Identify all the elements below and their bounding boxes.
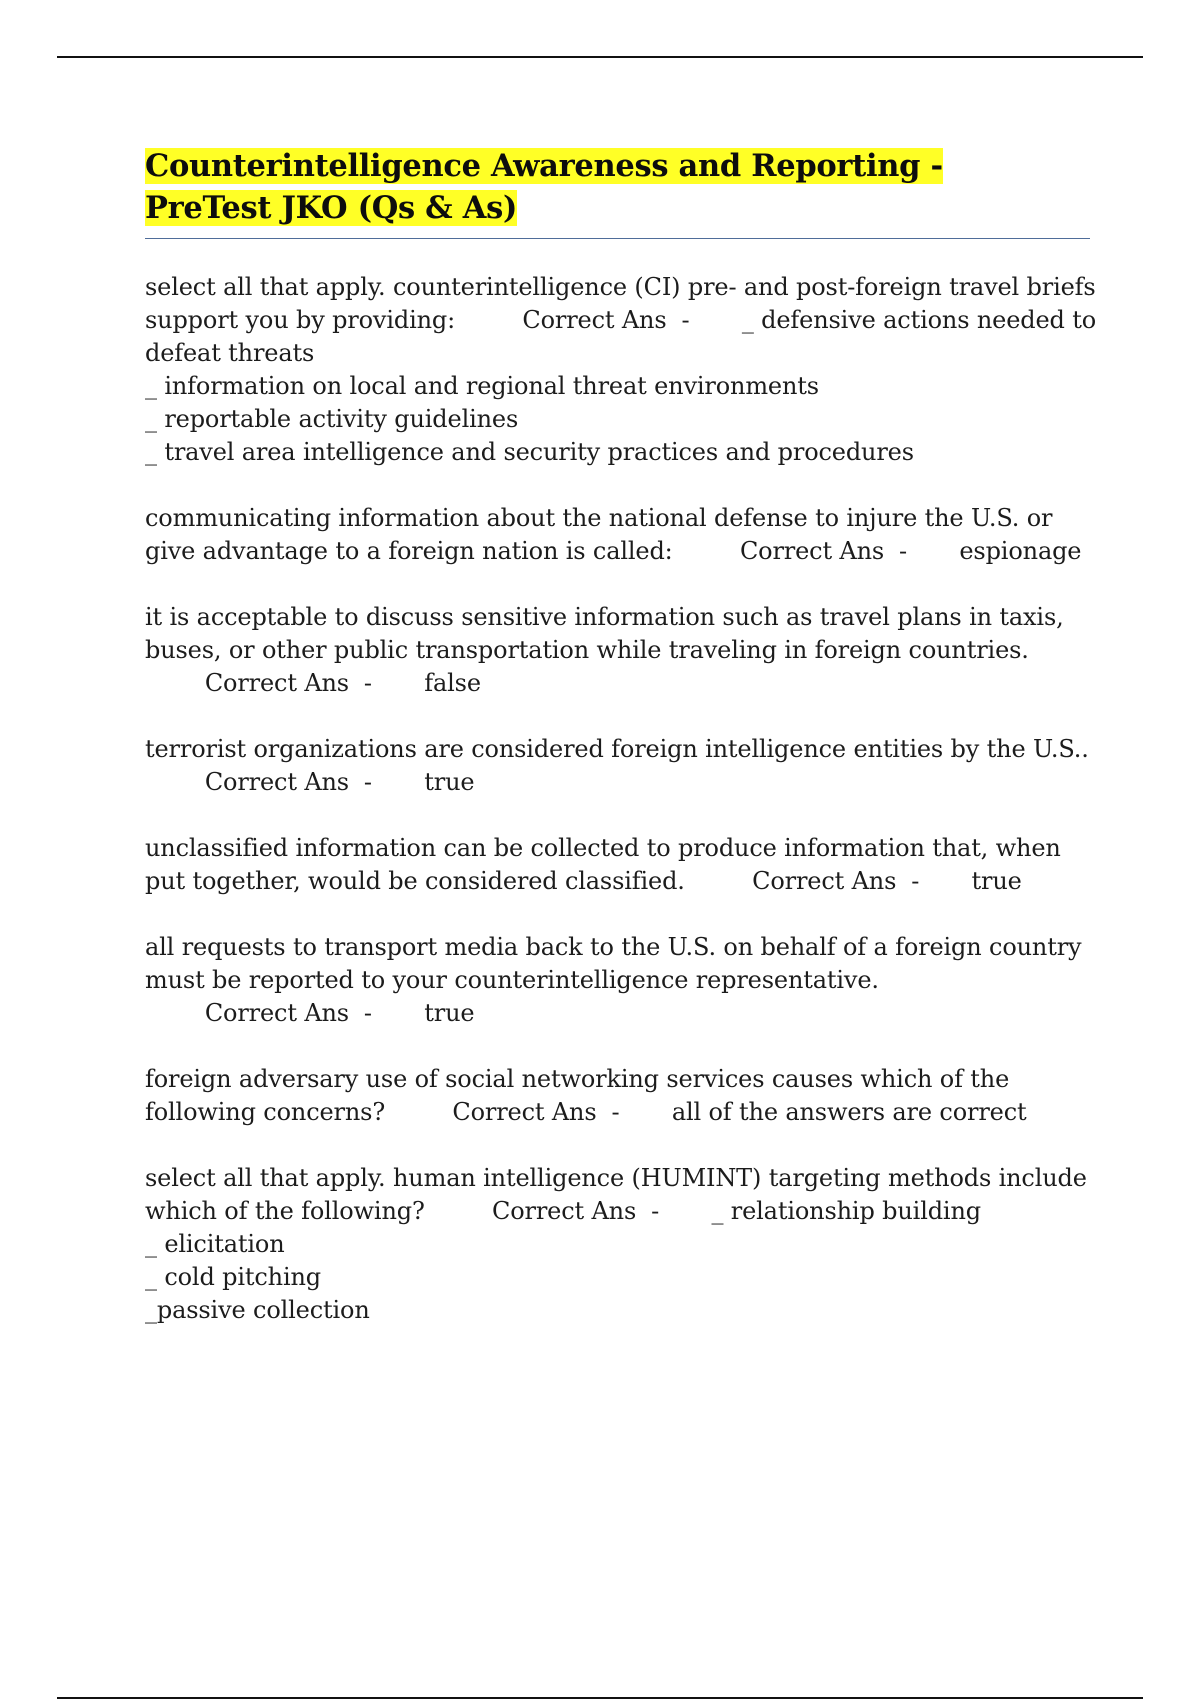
answer-label: Correct Ans - <box>752 867 920 895</box>
question-text: select all that apply. counterintelligence (CI) pre- and post-foreign travel briefs support you by providing: <box>145 273 1096 334</box>
qa-item-2 <box>145 502 1105 568</box>
answer-label: Correct Ans - <box>522 306 690 334</box>
qa-item-8 <box>145 1162 1105 1327</box>
answer-option: _ elicitation <box>145 1230 285 1258</box>
answer-text: _ relationship building <box>711 1197 981 1225</box>
qa-item-3 <box>145 601 1105 700</box>
question-text: terrorist organizations are considered foreign intelligence entities by the U.S.. <box>145 735 1089 763</box>
title-line-1: Counterintelligence Awareness and Reporting - <box>145 148 943 184</box>
answer-option: _ cold pitching <box>145 1263 322 1291</box>
answer-label: Correct Ans - <box>452 1098 620 1126</box>
document-title <box>145 145 1090 229</box>
answer-option: _ information on local and regional threat environments <box>145 372 819 400</box>
qa-item-1 <box>145 271 1105 469</box>
qa-item-5 <box>145 832 1105 898</box>
title-line-2: PreTest JKO (Qs & As) <box>145 190 518 226</box>
question-text: select all that apply. human intelligence (HUMINT) targeting methods include which of the following? <box>145 1164 1087 1225</box>
answer-label: Correct Ans - <box>492 1197 660 1225</box>
answer-text: true <box>424 999 475 1027</box>
question-text: foreign adversary use of social networking services causes which of the following concerns? <box>145 1065 1010 1126</box>
answer-text: _ defensive actions needed to defeat threats <box>145 306 1097 367</box>
answer-label: Correct Ans - <box>204 669 372 697</box>
qa-item-6 <box>145 931 1105 1030</box>
page-top-rule <box>57 56 1143 58</box>
question-text: all requests to transport media back to the U.S. on behalf of a foreign country must be reported to your counterintelligence representative. <box>145 933 1082 994</box>
answer-option: _ reportable activity guidelines <box>145 405 519 433</box>
answer-text: espionage <box>959 537 1082 565</box>
answer-option: _ travel area intelligence and security practices and procedures <box>145 438 914 466</box>
question-text: it is acceptable to discuss sensitive information such as travel plans in taxis, buses, or other public transportation while traveling in foreign countries. <box>145 603 1064 664</box>
title-underline-rule <box>145 238 1090 239</box>
answer-label: Correct Ans - <box>204 999 372 1027</box>
qa-item-4 <box>145 733 1105 799</box>
answer-text: true <box>424 768 475 796</box>
answer-option: _passive collection <box>145 1296 370 1324</box>
answer-text: all of the answers are correct <box>671 1098 1027 1126</box>
qa-item-7 <box>145 1063 1105 1129</box>
answer-text: true <box>971 867 1022 895</box>
question-text: communicating information about the national defense to injure the U.S. or give advantage to a foreign nation is called: <box>145 504 1053 565</box>
answer-label: Correct Ans - <box>204 768 372 796</box>
answer-text: false <box>424 669 481 697</box>
question-text: unclassified information can be collected to produce information that, when put together, would be considered classified. <box>145 834 1061 895</box>
page-bottom-rule <box>57 1697 1143 1699</box>
qa-list <box>145 271 1105 1360</box>
answer-label: Correct Ans - <box>739 537 908 565</box>
